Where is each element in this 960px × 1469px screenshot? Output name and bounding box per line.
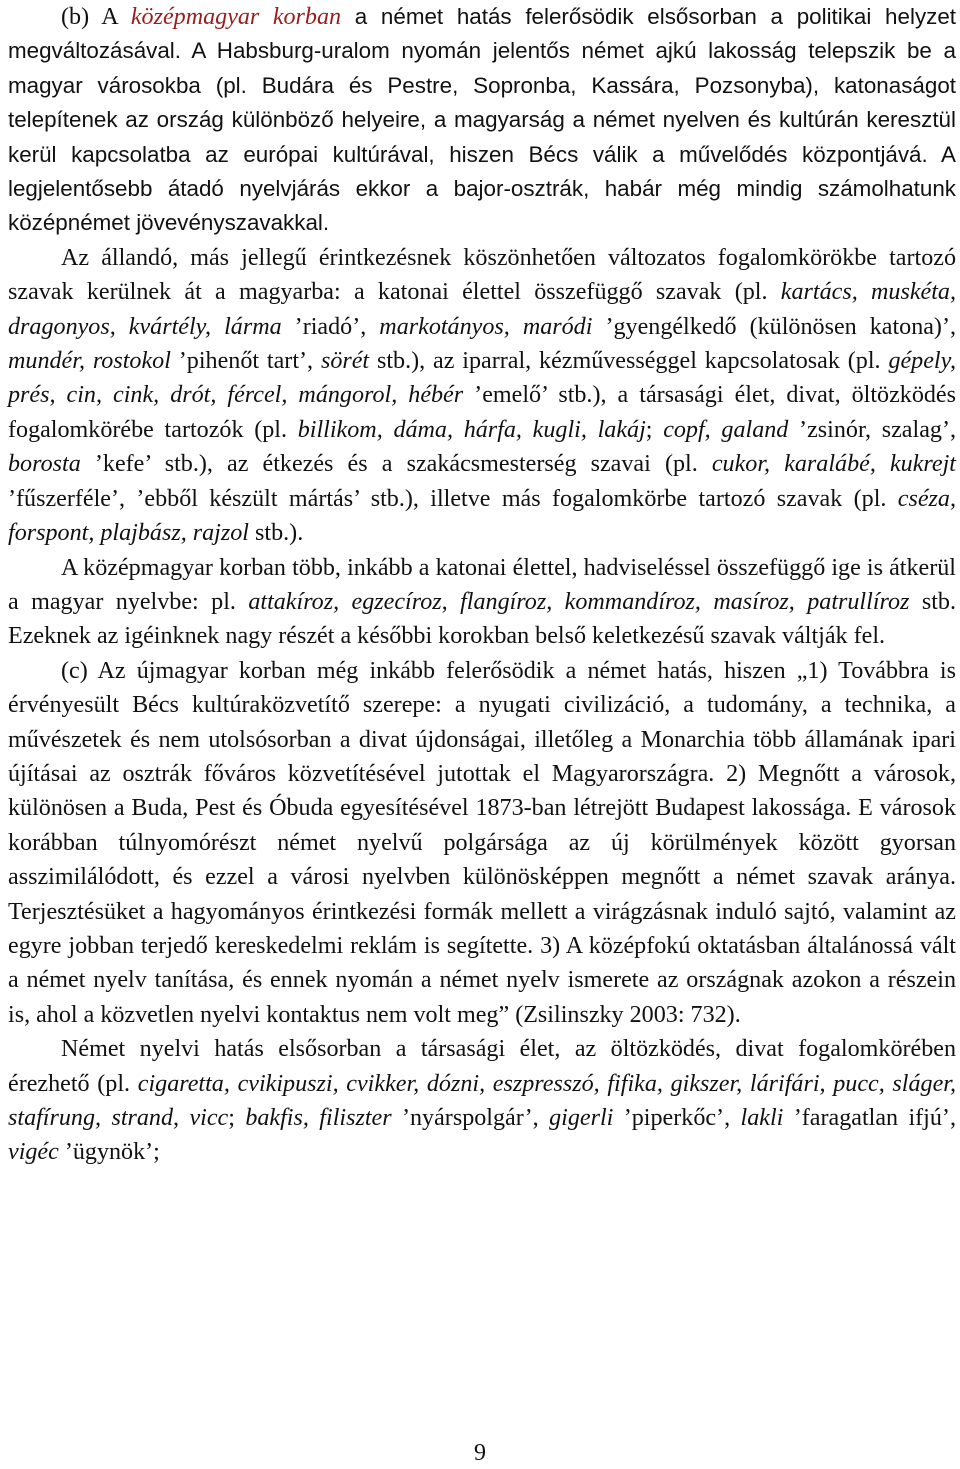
- paragraph-b: [8, 0, 956, 241]
- paragraph-c: [8, 654, 956, 1032]
- text-run: gigerli: [549, 1105, 614, 1131]
- text-run: sörét: [320, 348, 370, 375]
- text-run: ’fűszerféle’, ’ebből készült mártás’ stb.), illetve más fogalomkörbe tartozó szavak (pl.: [8, 485, 898, 512]
- text-run: Az állandó, más jellegű érintkezésnek köszönhetően változatos fogalomkörökbe tartozó szavak kerülnek át a magyarba: a katonai élettel összefüggő szavak (pl.: [8, 244, 956, 306]
- text-run: ’faragatlan ifjú’,: [783, 1105, 956, 1131]
- text-run: copf, galand: [663, 416, 789, 443]
- paragraph-nemet: [8, 1032, 956, 1170]
- text-run: (b) A: [61, 4, 131, 30]
- text-run: ;: [645, 416, 664, 443]
- text-run: borosta: [8, 451, 81, 478]
- text-run: Német nyelvi hatás elsősorban a társasági élet, az öltözködés, divat fogalomkörében érezhető (pl.: [8, 1036, 956, 1097]
- text-run: lakli: [740, 1105, 784, 1131]
- text-run: cigaretta, cvikipuszi, cvikker, dózni, eszpresszó, fifika, gikszer, lárifári, pucc, sláger, stafírung, strand, vicc: [8, 1070, 957, 1131]
- text-run: A középmagyar korban több, inkább a katonai élettel, hadviseléssel összefüggő ige is átkerül a magyar nyelvbe: pl.: [8, 554, 956, 615]
- text-run: markotányos, maródi: [379, 313, 593, 340]
- text-run: ;: [228, 1105, 246, 1131]
- text-run: ’kefe’ stb.), az étkezés és a szakácsmesterség szavai (pl.: [80, 451, 712, 478]
- text-run: ’gyengélkedő (különösen katona)’,: [592, 313, 957, 340]
- text-run: középmagyar korban: [130, 4, 342, 30]
- text-run: ’emelő’ stb.), a társasági élet, divat, öltözködés fogalomkörébe tartozók (pl.: [8, 382, 957, 443]
- text-run: ’ügynök’;: [58, 1139, 160, 1166]
- text-run: kartács, muskéta, dragonyos, kvártély, lárma: [8, 279, 956, 340]
- page-number: 9: [474, 1440, 486, 1466]
- text-run: stb.), az iparral, kézművességgel kapcsolatosak (pl.: [369, 348, 889, 375]
- text-run: ’zsinór, szalag’,: [788, 416, 956, 443]
- document-page: [8, 0, 956, 1170]
- text-run: bakfis, filiszter: [245, 1105, 392, 1131]
- text-run: cséza, forspont, plajbász, rajzol: [8, 485, 956, 547]
- paragraph-ige: [8, 551, 956, 654]
- text-run: billikom, dáma, hárfa, kugli, lakáj: [297, 416, 646, 443]
- text-run: mundér, rostokol: [8, 348, 171, 375]
- text-run: stb.).: [249, 520, 304, 547]
- text-run: ’pihenőt tart’,: [170, 348, 321, 375]
- paragraph-allando: [8, 241, 956, 551]
- text-run: ’riadó’,: [281, 313, 380, 340]
- text-run: (c) Az újmagyar korban még inkább felerősödik a német hatás, hiszen „1) Továbbra is érvényesült Bécs kultúraközvetítő szerepe: a nyugati civilizáció, a tudomány, a technika, a művészetek és nem utolsósorban a divat újdonságai, illetőleg a Monarchia több államának ipari újításai az osztrák főváros közvetítésével jutottak el Magyarországra. 2) Megnőtt a városok, különösen a Buda, Pest és Óbuda egyesítésével 1873-ban létrejött Budapest lakossága. E városok korábban túlnyomórészt német nyelvű polgársága az új körülmények között gyorsan asszimilálódott, és ezzel a városi nyelvben különösképpen megnőtt a német szavak aránya. Terjesztésüket a hagyományos érintkezési formák mellett a virágzásnak induló sajtó, valamint az egyre jobban terjedő kereskedelmi reklám is segítette. 3) A középfokú oktatásban általánossá vált a német nyelv tanítása, és ennek nyomán a német nyelv ismerete az országnak azokon a részein is, ahol a közvetlen nyelvi kontaktus nem volt meg” (Zsilinszky 2003: 732).: [8, 657, 956, 1028]
- text-run: ’nyárspolgár’,: [391, 1105, 550, 1131]
- text-run: vigéc: [8, 1139, 59, 1166]
- text-run: attakíroz, egzecíroz, flangíroz, kommandíroz, masíroz, patrullíroz: [248, 588, 910, 615]
- text-run: stb. Ezeknek az igéinknek nagy részét a későbbi korokban belső keletkezésű szavak váltják fel.: [8, 588, 956, 650]
- text-run: cukor, karalábé, kukrejt: [711, 451, 956, 478]
- text-run: gépely, prés, cin, cink, drót, fércel, mángorol, hébér: [8, 348, 957, 409]
- text-run: ’piperkőc’,: [613, 1105, 741, 1131]
- text-run: a német hatás felerősödik elsősorban a politikai helyzet megváltozásával. A Habsburg-uralom nyomán jelentős német ajkú lakosság telepszik be a magyar városokba (pl. Budára és Pestre, Sopronba, Kassára, Pozsonyba), katonaságot telepítenek az ország különböző helyeire, a magyarság a német nyelven és kultúrán keresztül kerül kapcsolatba az európai kultúrával, hiszen Bécs válik a művelődés központjává. A legjelentősebb átadó nyelvjárás ekkor a bajor-osztrák, habár még mindig számolhatunk középnémet jövevényszavakkal.: [8, 4, 957, 236]
